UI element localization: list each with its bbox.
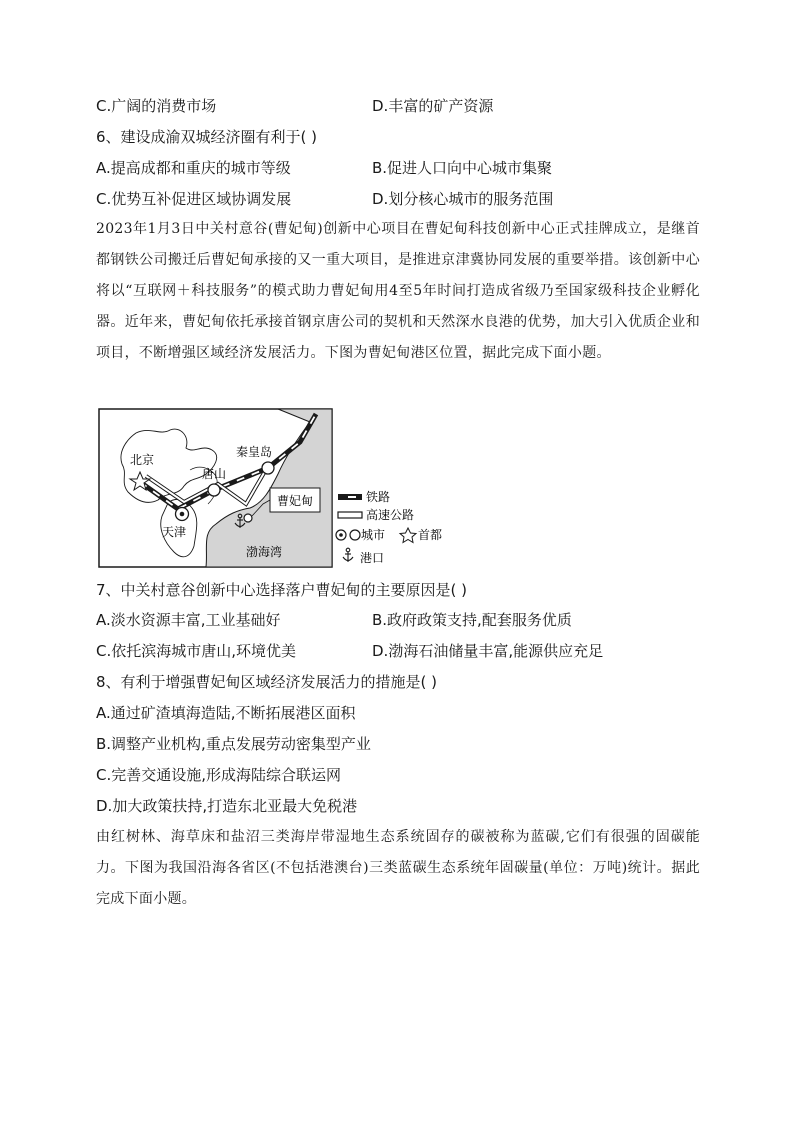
tianjin-label: 天津 (162, 525, 187, 539)
passage-blue-carbon: 由红树林、海草床和盐沼三类海岸带湿地生态系统固存的碳被称为蓝碳,它们有很强的固碳能力。下图为我国沿海各省区(不包括港澳台)三类蓝碳生态系统年固碳量(单位：万吨)统计。据此完成下面小题。 (96, 829, 700, 907)
q6-option-d: D.划分核心城市的服务范围 (372, 190, 554, 208)
caofeidian-location-map (98, 408, 446, 568)
legend-capital-icon (400, 528, 416, 543)
q8-option-d: D.加大政策扶持,打造东北亚最大免税港 (96, 797, 358, 815)
legend-capital-label: 首都 (418, 528, 443, 542)
beijing-label: 北京 (130, 453, 155, 467)
q7-option-d: D.渤海石油储量丰富,能源供应充足 (372, 642, 604, 660)
legend-railway-icon (338, 494, 362, 500)
q6-option-c: C.优势互补促进区域协调发展 (96, 190, 292, 208)
legend-port-icon (343, 548, 353, 562)
q7-option-b: B.政府政策支持,配套服务优质 (372, 611, 572, 629)
q8-stem: 8、有利于增强曹妃甸区域经济发展活力的措施是( ) (96, 673, 438, 691)
q6-stem: 6、建设成渝双城经济圈有利于( ) (96, 128, 318, 146)
q6-option-a: A.提高成都和重庆的城市等级 (96, 159, 291, 177)
legend-city-circle-icon (350, 530, 360, 540)
legend-city-label: 城市 (361, 528, 386, 542)
legend-port-label: 港口 (360, 551, 385, 565)
q8-option-b: B.调整产业机构,重点发展劳动密集型产业 (96, 735, 371, 753)
q5-option-d: D.丰富的矿产资源 (372, 97, 494, 115)
passage-caofeidian: 2023年1月3日中关村意谷(曹妃甸)创新中心项目在曹妃甸科技创新中心正式挂牌成立，是继首都钢铁公司搬迁后曹妃甸承接的又一重大项目，是推进京津冀协同发展的重要举措。该创新中心将以“互联网＋科技服务”的模式助力曹妃甸用4至5年时间打造成省级乃至国家级科技企业孵化器。近年来，曹妃甸依托承接首钢京唐公司的契机和天然深水良港的优势，加大引入优质企业和项目，不断增强区域经济发展活力。下图为曹妃甸港区位置，据此完成下面小题。 (96, 221, 700, 361)
q7-stem: 7、中关村意谷创新中心选择落户曹妃甸的主要原因是( ) (96, 581, 468, 599)
q8-option-c: C.完善交通设施,形成海陆综合联运网 (96, 766, 342, 784)
legend-highway-icon (338, 512, 362, 518)
qinhuangdao-label: 秦皇岛 (236, 445, 273, 459)
caofeidian-city-icon (244, 514, 252, 522)
q5-option-c: C.广阔的消费市场 (96, 97, 217, 115)
q7-option-a: A.淡水资源丰富,工业基础好 (96, 611, 281, 629)
tangshan-city-icon (208, 484, 220, 496)
q7-option-c: C.依托滨海城市唐山,环境优美 (96, 642, 297, 660)
q6-option-b: B.促进人口向中心城市集聚 (372, 159, 553, 177)
caofeidian-label: 曹妃甸 (276, 494, 314, 508)
qinhuangdao-city-icon (262, 462, 274, 474)
tianjin-city-dot (180, 512, 185, 517)
legend-railway-label: 铁路 (366, 490, 391, 504)
bohai-label: 渤海湾 (246, 545, 283, 559)
legend-highway-label: 高速公路 (366, 508, 415, 522)
tangshan-label: 唐山 (202, 467, 227, 481)
q8-option-a: A.通过矿渣填海造陆,不断拓展港区面积 (96, 704, 356, 722)
legend-city-dot (339, 533, 343, 537)
